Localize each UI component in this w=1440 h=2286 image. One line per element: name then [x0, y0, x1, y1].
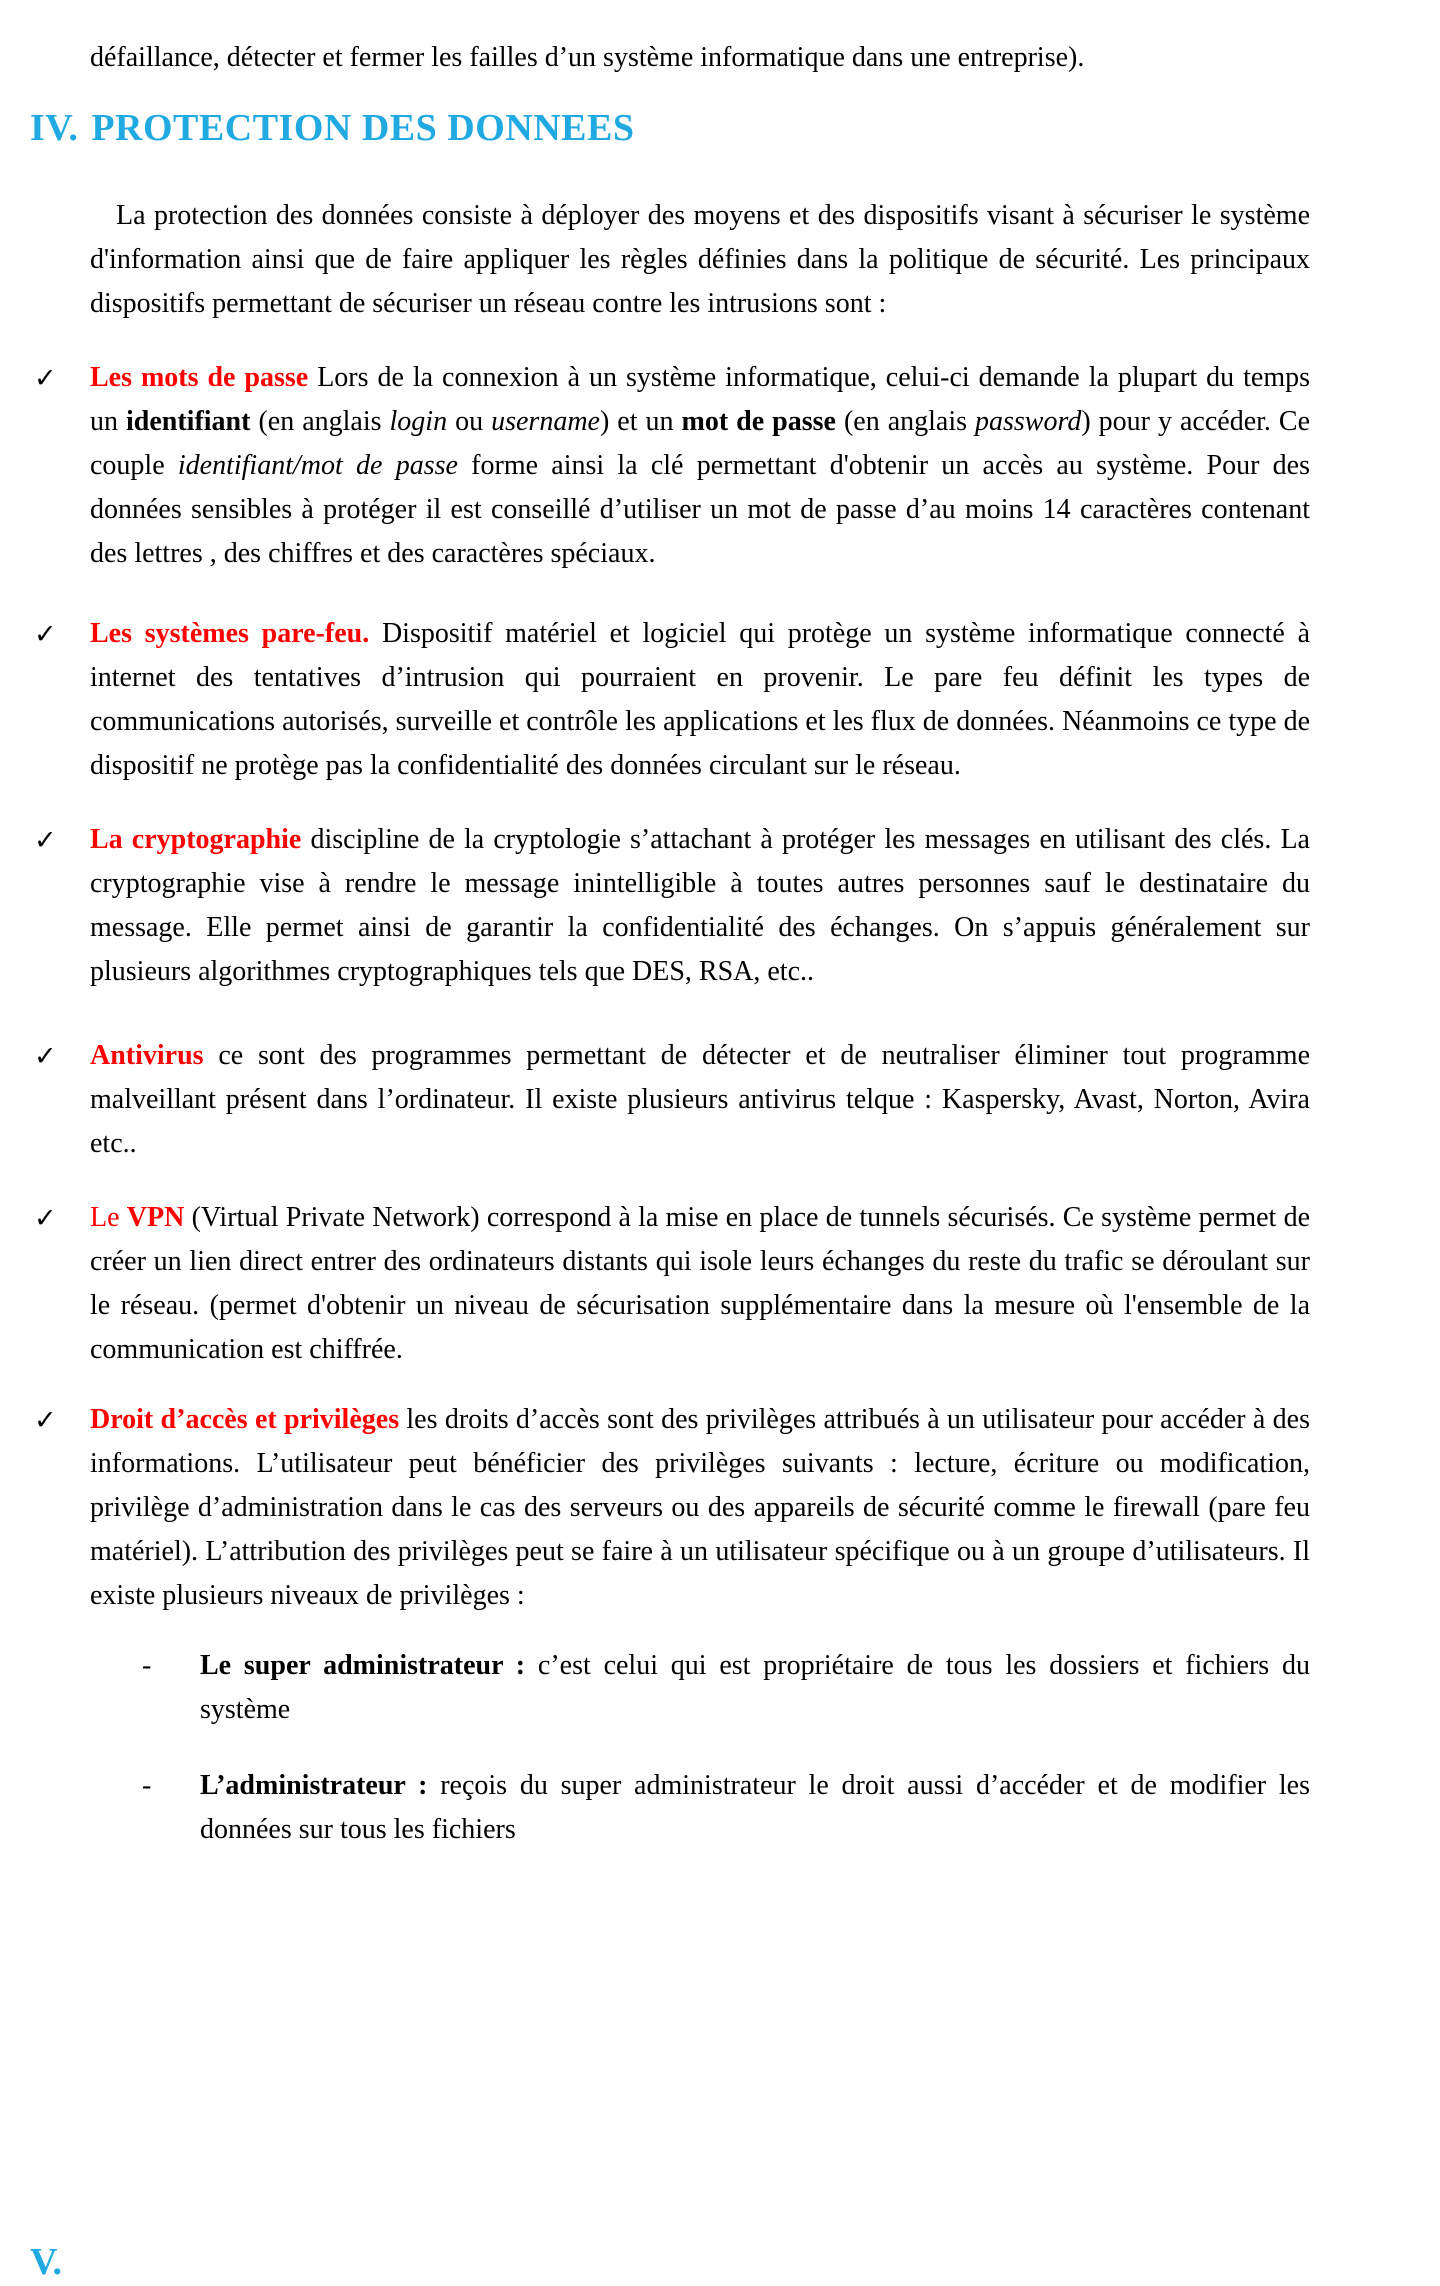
- checkmark-icon: ✓: [34, 825, 57, 856]
- bullet-text: Droit d’accès et privilèges les droits d’accès sont des privilèges attribués à un utilisateur pour accéder à des informations. L’utilisateur peut bénéficier des privilèges suivants : lecture, écriture ou modification, privilège d’administration dans le cas des serveurs ou des appareils de sécurité comme le firewall (pare feu matériel). L’attribution des privilèges peut se faire à un utilisateur spécifique ou à un groupe d’utilisateurs. Il existe plusieurs niveaux de privilèges :: [90, 1404, 1310, 1611]
- bullet-text: Les mots de passe Lors de la connexion à un système informatique, celui-ci demande la plupart du temps un identifiant (en anglais login ou username) et un mot de passe (en anglais password) pour y accéder. Ce couple identifiant/mot de passe forme ainsi la clé permettant d'obtenir un accès au système. Pour des données sensibles à protéger il est conseillé d’utiliser un mot de passe d’au moins 14 caractères contenant des lettres , des chiffres et des caractères spéciaux.: [90, 362, 1311, 569]
- dash-bullet-marker: -: [142, 1650, 152, 1681]
- section-heading: [30, 104, 1440, 152]
- checkmark-icon: ✓: [34, 1203, 57, 1234]
- bullet-text: Les systèmes pare-feu. Dispositif matériel et logiciel qui protège un système informatique connecté à internet des tentatives d’intrusion qui pourraient en provenir. Le pare feu définit les types de communications autorisés, surveille et contrôle les applications et les flux de données. Néanmoins ce type de dispositif ne protège pas la confidentialité des données circulant sur le réseau.: [90, 618, 1311, 781]
- bullet-text: Le VPN (Virtual Private Network) correspond à la mise en place de tunnels sécurisés. Ce système permet de créer un lien direct entrer des ordinateurs distants qui isole leurs échanges du reste du trafic se déroulant sur le réseau. (permet d'obtenir un niveau de sécurisation supplémentaire dans la mesure où l'ensemble de la communication est chiffrée.: [90, 1202, 1310, 1365]
- bullet-item-antivirus: [34, 1034, 1310, 1166]
- bullet-text: La cryptographie discipline de la cryptologie s’attachant à protéger les messages en utilisant des clés. La cryptographie vise à rendre le message inintelligible à toutes autres personnes sauf le destinataire du message. Elle permet ainsi de garantir la confidentialité des échanges. On s’appuis généralement sur plusieurs algorithmes cryptographiques tels que DES, RSA, etc..: [90, 824, 1310, 987]
- dash-bullet-marker: -: [142, 1770, 152, 1801]
- checkmark-icon: ✓: [34, 1041, 57, 1072]
- sub-bullet-super-admin: [142, 1644, 1310, 1732]
- bullet-text: Antivirus ce sont des programmes permettant de détecter et de neutraliser éliminer tout programme malveillant présent dans l’ordinateur. Il existe plusieurs antivirus telque : Kaspersky, Avast, Norton, Avira etc..: [90, 1040, 1310, 1159]
- document-page: [0, 36, 1440, 2283]
- paragraph-continuation: défaillance, détecter et fermer les failles d’un système informatique dans une entreprise).: [90, 42, 1085, 73]
- bullet-item-vpn: [34, 1196, 1310, 1372]
- next-section-heading-clipped: V.: [30, 2241, 63, 2283]
- checkmark-icon: ✓: [34, 1405, 57, 1436]
- section-number: IV.: [30, 107, 79, 149]
- intro-paragraph: La protection des données consiste à déployer des moyens et des dispositifs visant à sécuriser le système d'information ainsi que de faire appliquer les règles définies dans la politique de sécurité. Les principaux dispositifs permettant de sécuriser un réseau contre les intrusions sont :: [90, 200, 1310, 319]
- checkmark-icon: ✓: [34, 363, 57, 394]
- bullet-item-access-rights: [34, 1398, 1310, 1618]
- bullet-item-cryptography: [34, 818, 1310, 994]
- bullet-item-firewalls: [34, 612, 1311, 788]
- sub-bullet-text: L’administrateur : reçois du super administrateur le droit aussi d’accéder et de modifier les données sur tous les fichiers: [200, 1770, 1310, 1845]
- section-title: PROTECTION DES DONNEES: [91, 107, 635, 149]
- bullet-item-passwords: [34, 356, 1311, 576]
- sub-bullet-text: Le super administrateur : c’est celui qui est propriétaire de tous les dossiers et fichiers du système: [200, 1650, 1310, 1725]
- sub-bullet-admin: [142, 1764, 1310, 1852]
- checkmark-icon: ✓: [34, 619, 57, 650]
